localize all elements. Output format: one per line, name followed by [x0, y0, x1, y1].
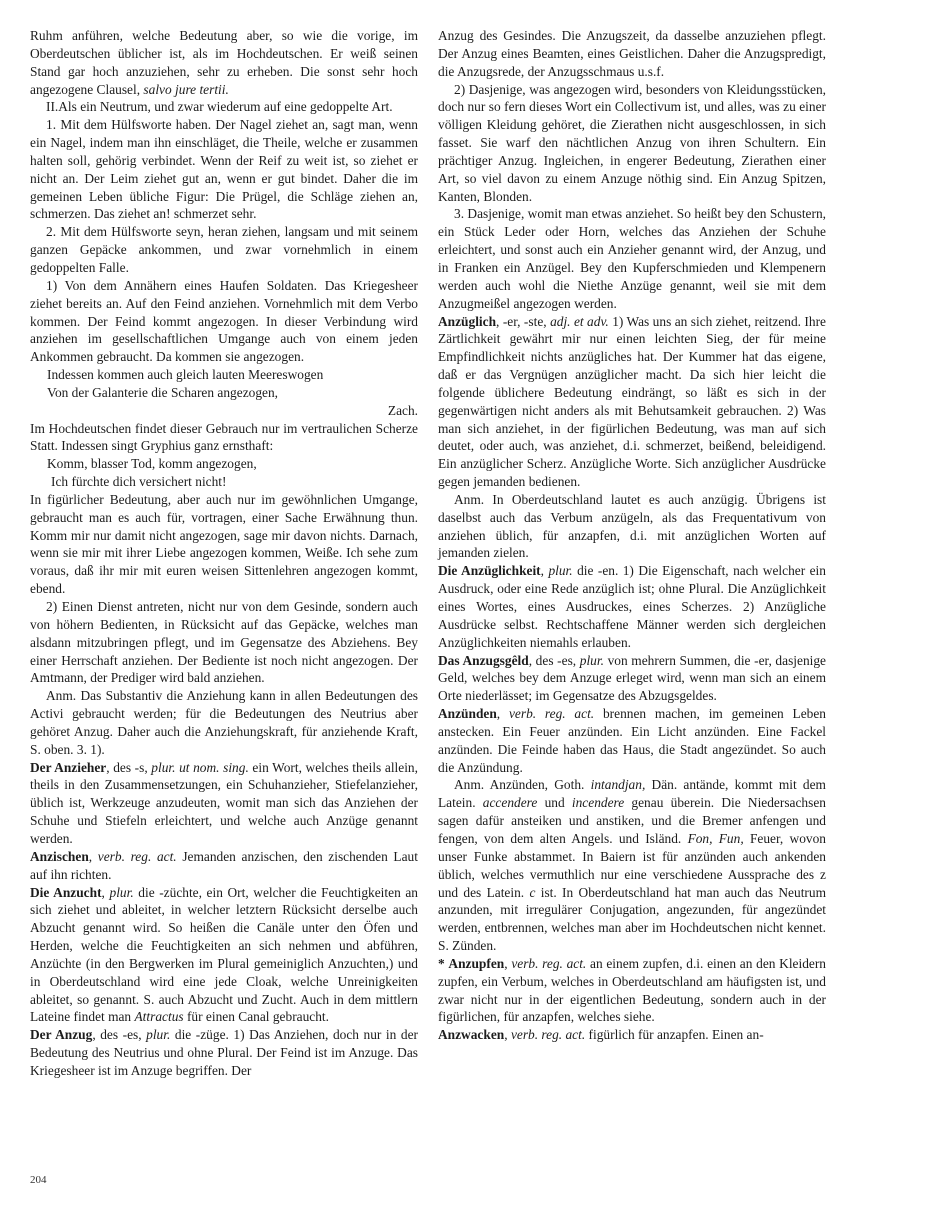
latin-term: accendere	[482, 795, 538, 811]
page-number: 204	[30, 1174, 47, 1186]
dictionary-entry: * Anzupfen, verb. reg. act. an einem zupfen, d.i. einen an den Kleidern zupfen, ein Verbum, welches in Oberdeutschland am häufigsten ist, und zwar nicht nur in der eigentlichen Bedeutung, sondern auch in der figürlichen, für anzapfen, welches siehe.	[438, 955, 827, 1025]
paragraph: Anm. In Oberdeutschland lautet es auch anzügig. Übrigens ist daselbst auch das Verbum anzügeln, als das Frequentativum von anziehen üblich, für anzapfen, d.i. mit anzüglichen Worten auf jemanden zielen.	[438, 491, 826, 561]
dictionary-entry: Der Anzieher, des -s, plur. ut nom. sing. ein Wort, welches theils allein, theils in den Zusammensetzungen, ein Schuhanzieher, Stiefelanzieher, üblich ist, Werkzeuge anzudeuten, womit man sich das Anziehen der Schuhe und Stiefeln erleichtert, und welche auch Anzüge genannt werden.	[30, 759, 418, 846]
grammar-note: plur.	[579, 652, 604, 668]
paragraph: Anm. Das Substantiv die Anziehung kann in allen Bedeutungen des Activi gebraucht werden; für die Bedeutungen des Neutrius aber gehöret Anzug. Daher auch die Anziehungskraft, für anziehende Kraft, S. oben. 3. 1).	[30, 688, 418, 757]
latin-term: Attractus	[134, 1009, 184, 1025]
grammar-note: plur.	[109, 884, 134, 900]
grammar-note: verb. reg. act.	[508, 706, 595, 722]
latin-letter: c	[529, 884, 536, 900]
paragraph: Anzug des Gesindes. Die Anzugszeit, da dasselbe anzuziehen pflegt. Der Anzug eines Beamten, eines Geistlichen. Daher die Anzugspredigt, die Anzugsrede, der Anzugsschmaus u.s.f.	[438, 28, 826, 79]
headword: Die Anzucht	[30, 884, 102, 900]
headword: Anzüglich	[438, 313, 497, 329]
headword: Anzünden	[438, 706, 497, 722]
verse-line: Ich fürchte dich versichert nicht!	[51, 474, 227, 490]
verse-line: Indessen kommen auch gleich lauten Meereswogen	[47, 367, 324, 383]
grammar-note: plur.	[548, 563, 573, 579]
headword: Der Anzug	[30, 1027, 93, 1043]
dictionary-entry: Anzüglich, -er, -ste, adj. et adv. 1) Was uns an sich ziehet, reitzend. Ihre Zärtlichkeit gewährt mir nur einen leichten Sieg, der für meine Empfindlichkeit nichts anzügliches hat. Der Kummer hat das eigene, daß er das Vergnügen anzüglicher macht. Da sich hier leicht die folgende üblichere Bedeutung eindrängt, so läßt es sich in der gegenwärtigen nicht anders als mit Behutsamkeit gebrauchen. 2) Was man sich anziehet, in der figürlichen Bedeutung, was man auf sich deutet, oder auch, was anziehet, d.i. schmerzet, beißend, beleidigend. Ein anzüglicher Scherz. Anzügliche Worte. Sich anzüglicher Ausdrücke gegen jemanden bedienen.	[438, 313, 826, 490]
verse-source: Zach.	[387, 402, 418, 418]
gothic-term: intandjan,	[590, 777, 646, 793]
grammar-note: verb. reg. act.	[97, 848, 177, 864]
paragraph: 3. Dasjenige, womit man etwas anziehet. So heißt bey den Schustern, ein Stück Leder oder Horn, welches das Anziehen der Schuhe erleichtert, und sonst auch ein Anzieher genannt wird, der Anzug, und in Franken ein Anzügel. Bey den Kupferschmieden und Klempenern werden auch wohl die Niethe Anzüge genannt, weil sie mit dem Anzugmeißel angezogen werden.	[438, 206, 826, 311]
verse-line: Komm, blasser Tod, komm angezogen,	[47, 456, 257, 472]
paragraph: 1) Von dem Annähern eines Haufen Soldaten. Das Kriegesheer ziehet bereits an. Auf den Feind anziehen. Vornehmlich mit dem Verbo kommen. Der Feind kommt angezogen. In dieser Verbindung wird anziehen im gesellschaftlichen Umgange auch von einem jeden Ankommen gebraucht. Da kommen sie angezogen.	[30, 277, 418, 365]
paragraph: II.Als ein Neutrum, und zwar wiederum auf eine gedoppelte Art.	[46, 99, 393, 115]
dictionary-entry: Anzünden, verb. reg. act. brennen machen, im gemeinen Leben anstecken. Ein Feuer anzünden. Ein Licht anzünden. Eine Fackel anzünden. Die Feinde haben das Haus, die Stadt angezündet. So auch die Anzündung.	[438, 706, 826, 775]
paragraph: Ruhm anführen, welche Bedeutung aber, so wie die vorige, im Oberdeutschen üblicher ist, als im Hochdeutschen. Er weiß seinen Stand gar hoch anzuziehen, sehr zu erheben. Die sonst sehr hoch angezogene Clausel, salvo jure tertii.	[30, 28, 418, 97]
paragraph: Anm. Anzünden, Goth. intandjan, Dän. antände, kommt mit dem Latein. accendere und incendere genau überein. Die Niedersachsen sagen dafür ansteiken und anstiken, und die Bremer anfengen und fengen, von dem alten Angels. und Isländ. Fon, Fun, Feuer, wovon unser Funke abstammet. In Baiern ist für anzünden auch ankenden üblich, welches vermuthlich nur eine verschiedene Aussprache des z und des Latein. c ist. In Oberdeutschland hat man auch das Neutrum anzunden, mit irregulärer Conjugation, angezunden, für angezündet werden, entbrennen, welches man aber im Hochdeutschen nicht kennet. S. Zünden.	[438, 777, 826, 954]
dictionary-entry: Der Anzug, des -es, plur. die -züge. 1) Das Anziehen, doch nur in der Bedeutung des Neutrius und ohne Plural. Der Feind ist im Anzuge. Das Kriegesheer ist im Anzuge begriffen. Der	[30, 1027, 418, 1078]
dictionary-entry: Die Anzüglichkeit, plur. die -en. 1) Die Eigenschaft, nach welcher ein Ausdruck, oder eine Rede anzüglich ist; ohne Plural. Die Anzüglichkeit eines Wortes, eines Ausdruckes, eines Scherzes. 2) Anzügliche Ausdrücke selbst. Rechtschaffene Männer werden sich dergleichen Anzüglichkeiten niemahls erlauben.	[438, 563, 826, 650]
paragraph: 2) Einen Dienst antreten, nicht nur von dem Gesinde, sondern auch von höhern Bedienten, in Rücksicht auf das Gepäcke, welches man alsdann mitzubringen pflegt, und im Gegensatze des Abziehens. Bey einer Herrschaft anziehen. Der Bediente ist noch nicht angezogen. Der Amtmann, der Prediger wird bald anziehen.	[30, 599, 418, 686]
dictionary-entry: Das Anzugsgêld, des -es, plur. von mehrern Summen, die -er, dasjenige Geld, welches bey dem Anzuge erleget wird, wenn man sich an einem Orte niederlässet; im Gegensatze des Abzugsgeldes.	[438, 652, 827, 704]
dictionary-entry: Die Anzucht, plur. die -züchte, ein Ort, welcher die Feuchtigkeiten an sich ziehet und ableitet, in welcher letztern Rücksicht derselbe auch Abzucht genannt wird. So heißen die Canäle unter den Öfen und Herden, welche die Feuchtigkeiten an sich nehmen und abführen, Anzüchte (in den Bergwerken im Plural gemeiniglich Anzuchten,) und in Oberdeutschland wird eine jede Cloak, welche Unreinigkeiten ableitet, so genannt. S. auch Abzucht und Zucht. Auch in dem mittlern Lateine findet man Attractus für einen Canal gebraucht.	[30, 884, 418, 1025]
paragraph: Im Hochdeutschen findet dieser Gebrauch nur im vertraulichen Scherze Statt. Indessen singt Gryphius ganz ernsthaft:	[30, 420, 418, 454]
headword: Anzischen	[30, 848, 89, 864]
icelandic-term: Fon, Fun,	[687, 830, 744, 846]
latin-term: incendere	[571, 795, 625, 811]
headword: Das Anzugsgêld	[438, 652, 529, 668]
asterisk-marker: *	[438, 955, 445, 971]
paragraph: In figürlicher Bedeutung, aber auch nur im gewöhnlichen Umgange, gebraucht man es auch für, vortragen, einer Sache Erwähnung thun. Komm mir nur damit nicht angezogen, sage mir davon nichts. Darnach, wenn sie mir mit ihrer Liebe angezogen kommen, Weiße. Ich sehe zum voraus, daß ihr mir mit euren weisen Sittenlehren angezogen kommt, ebend.	[30, 491, 418, 597]
headword: Der Anzieher	[30, 759, 107, 775]
verse-line: Von der Galanterie die Scharen angezogen,	[47, 384, 279, 400]
latin-phrase: salvo jure tertii.	[143, 81, 229, 97]
dictionary-entry: Anzischen, verb. reg. act. Jemanden anzischen, den zischenden Laut auf ihn richten.	[30, 848, 418, 882]
grammar-note: plur.	[146, 1027, 171, 1043]
paragraph: 2) Dasjenige, was angezogen wird, besonders von Kleidungsstücken, doch nur so fern dieses Wort ein Collectivum ist, und alles, was zu einer völligen Kleidung gehöret, die Zierathen nicht ausgeschlossen, in sich fasset. Sie warf den nächtlichen Anzug von ihren Schultern. Ein prächtiger Anzug. Ingleichen, in engerer Bedeutung, Zierathen einer Art, so viel davon zu einem Anzuge nöthig sind. Ein Anzug Spitzen, Kanten, Blonden.	[438, 81, 826, 204]
headword: Anzwacken	[438, 1027, 505, 1043]
headword: Die Anzüglichkeit	[438, 563, 541, 579]
left-column	[30, 27, 418, 1080]
right-column	[438, 27, 826, 1044]
grammar-note: plur. ut nom. sing.	[151, 759, 249, 775]
paragraph: 2. Mit dem Hülfsworte seyn, heran ziehen, langsam und mit seinem ganzen Gepäcke ankommen, und zwar vornehmlich in einem gedoppelten Falle.	[30, 224, 418, 275]
dictionary-entry: Anzwacken, verb. reg. act. figürlich für anzapfen. Einen an-	[438, 1027, 764, 1043]
grammar-note: verb. reg. act.	[511, 955, 587, 971]
headword: Anzupfen	[448, 955, 505, 971]
paragraph: 1. Mit dem Hülfsworte haben. Der Nagel ziehet an, sagt man, wenn ein Nagel, indem man ihn einschläget, die Theile, welche er zusammen halten soll, gehörig verbindet. Wenn der Reif zu weit ist, so ziehet er nicht an. Der Leim ziehet gut an, wenn er gut bindet. Daher die im gemeinen Leben übliche Figur: Die Prügel, die Schläge ziehen an, schmerzen. Das ziehet an! schmerzet sehr.	[30, 117, 418, 222]
grammar-note: adj. et adv.	[550, 313, 609, 329]
grammar-note: verb. reg. act.	[510, 1027, 586, 1043]
